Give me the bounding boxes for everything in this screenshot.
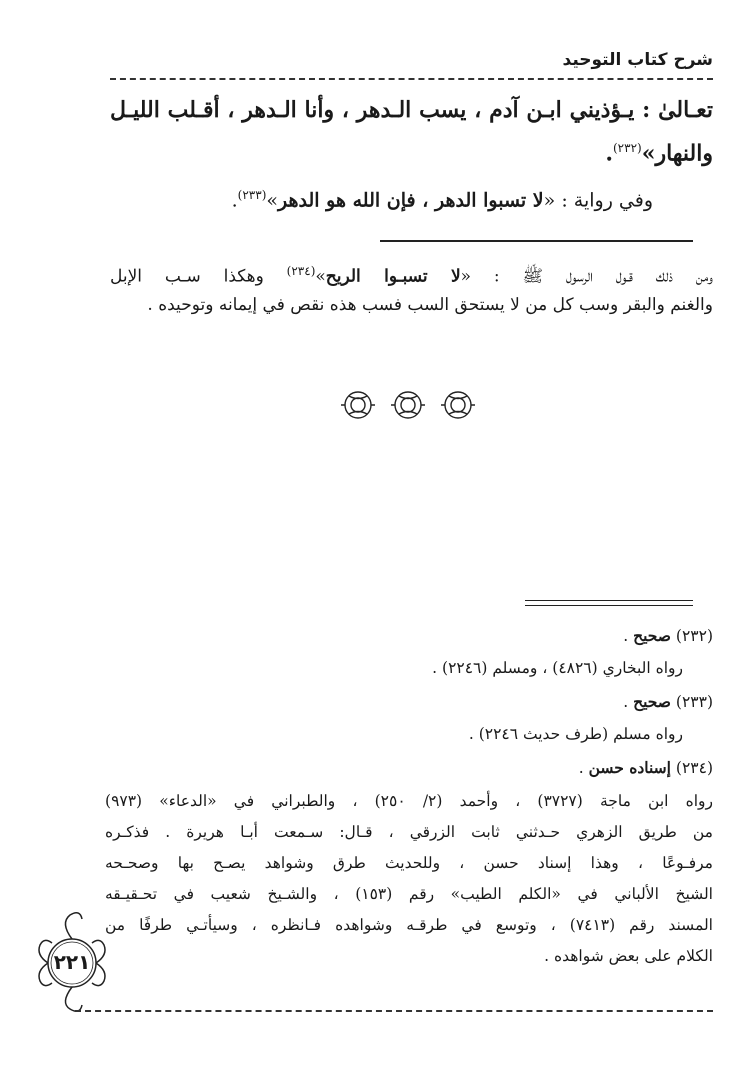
footnote-233-heading	[623, 686, 713, 718]
footnote-ref-233: (٢٣٣)	[237, 188, 267, 202]
hadith-line-2	[605, 128, 713, 173]
footnote-232-text: رواه البخاري (٤٨٢٦) ، ومسلم (٢٢٤٦) .	[432, 659, 683, 677]
footnote-234-line-6: الكلام على بعض شواهده .	[544, 947, 713, 965]
footnote-234-grade: إسناده حسن	[588, 758, 671, 777]
footnote-ref-234: (٢٣٤)	[286, 264, 316, 278]
footnote-233-grade: صحيح	[633, 692, 671, 711]
footer-rule	[75, 1010, 713, 1012]
commentary-line-1-b: وهكذا سـب الإبل	[110, 266, 287, 287]
running-header-title: شرح كتاب التوحيد	[562, 50, 713, 70]
footnote-234-line-1: رواه ابن ماجة (٣٧٢٧) ، وأحمد (٢/ ٢٥٠) ، والطبراني في «الدعاء» (٩٧٣)	[105, 792, 714, 810]
page-number-ornament	[30, 905, 120, 1015]
footnote-233-text: رواه مسلم (طرف حديث ٢٢٤٦) .	[468, 725, 683, 743]
riwaya-end: .	[231, 189, 238, 212]
hadith-line-2-end: .	[605, 140, 613, 167]
footnote-234-line-4: الشيخ الألباني في «الكلم الطيب» رقم (١٥٣) ، والشـيخ شعيب في تحـقيـقه	[105, 885, 713, 903]
footnote-232-dot: .	[623, 627, 634, 645]
commentary-line-1	[110, 256, 713, 292]
header-rule	[110, 78, 713, 80]
riwaya-prefix: وفي رواية : «	[543, 189, 653, 212]
footnote-232-grade: صحيح	[633, 626, 671, 645]
section-divider	[380, 240, 693, 242]
footnote-234-dot: .	[578, 759, 589, 777]
riwaya-quote: لا تسبوا الدهر ، فإن الله هو الدهر	[278, 189, 544, 212]
commentary-line-2: والغنم والبقر وسب كل من لا يستحق السب فسب هذه نقص في إيمانه وتوحيده .	[147, 295, 713, 315]
page-number: ٢٢١	[53, 950, 91, 974]
footnote-234-number: (٢٣٤)	[675, 759, 713, 777]
commentary-line-1-a: ومن ذلك قـول الرسول ﷺ : «	[460, 266, 713, 287]
footnote-232-heading	[623, 620, 713, 652]
footnote-233-number: (٢٣٣)	[675, 693, 713, 711]
footnote-234-line-2: من طريق الزهري حـدثني ثابت الزرقي ، قـال: سـمعت أبـا هريرة . فذكـره	[105, 823, 713, 841]
footnote-234-line-3: مرفـوعًا ، وهذا إسناد حسن ، وللحديث طرق وشواهد يصـح بها وصحـحه	[105, 854, 713, 872]
footnote-232-number: (٢٣٢)	[675, 627, 713, 645]
footnote-233-dot: .	[623, 693, 634, 711]
footnote-ref-232: (٢٣٢)	[612, 141, 642, 155]
commentary-quote-close: »	[315, 266, 326, 287]
footnote-234-heading	[579, 752, 713, 784]
section-end-ornament	[340, 385, 480, 425]
riwaya-close: »	[266, 189, 279, 212]
commentary-quote: لا تسبـوا الريح	[325, 266, 461, 287]
footnote-234-line-5: المسند رقم (٧٤١٣) ، وتوسع في طرقـه وشواهده فـانظره ، وسيأتـي طرفًا من	[105, 916, 713, 934]
hadith-line-2-text: والنهار»	[641, 140, 713, 167]
footnotes-separator	[525, 600, 693, 606]
hadith-line-1: تعـالىٰ : يـؤذيني ابـن آدم ، يسب الـدهر ، وأنا الـدهر ، أقـلب الليـل	[110, 97, 713, 123]
riwaya-line	[232, 178, 653, 217]
